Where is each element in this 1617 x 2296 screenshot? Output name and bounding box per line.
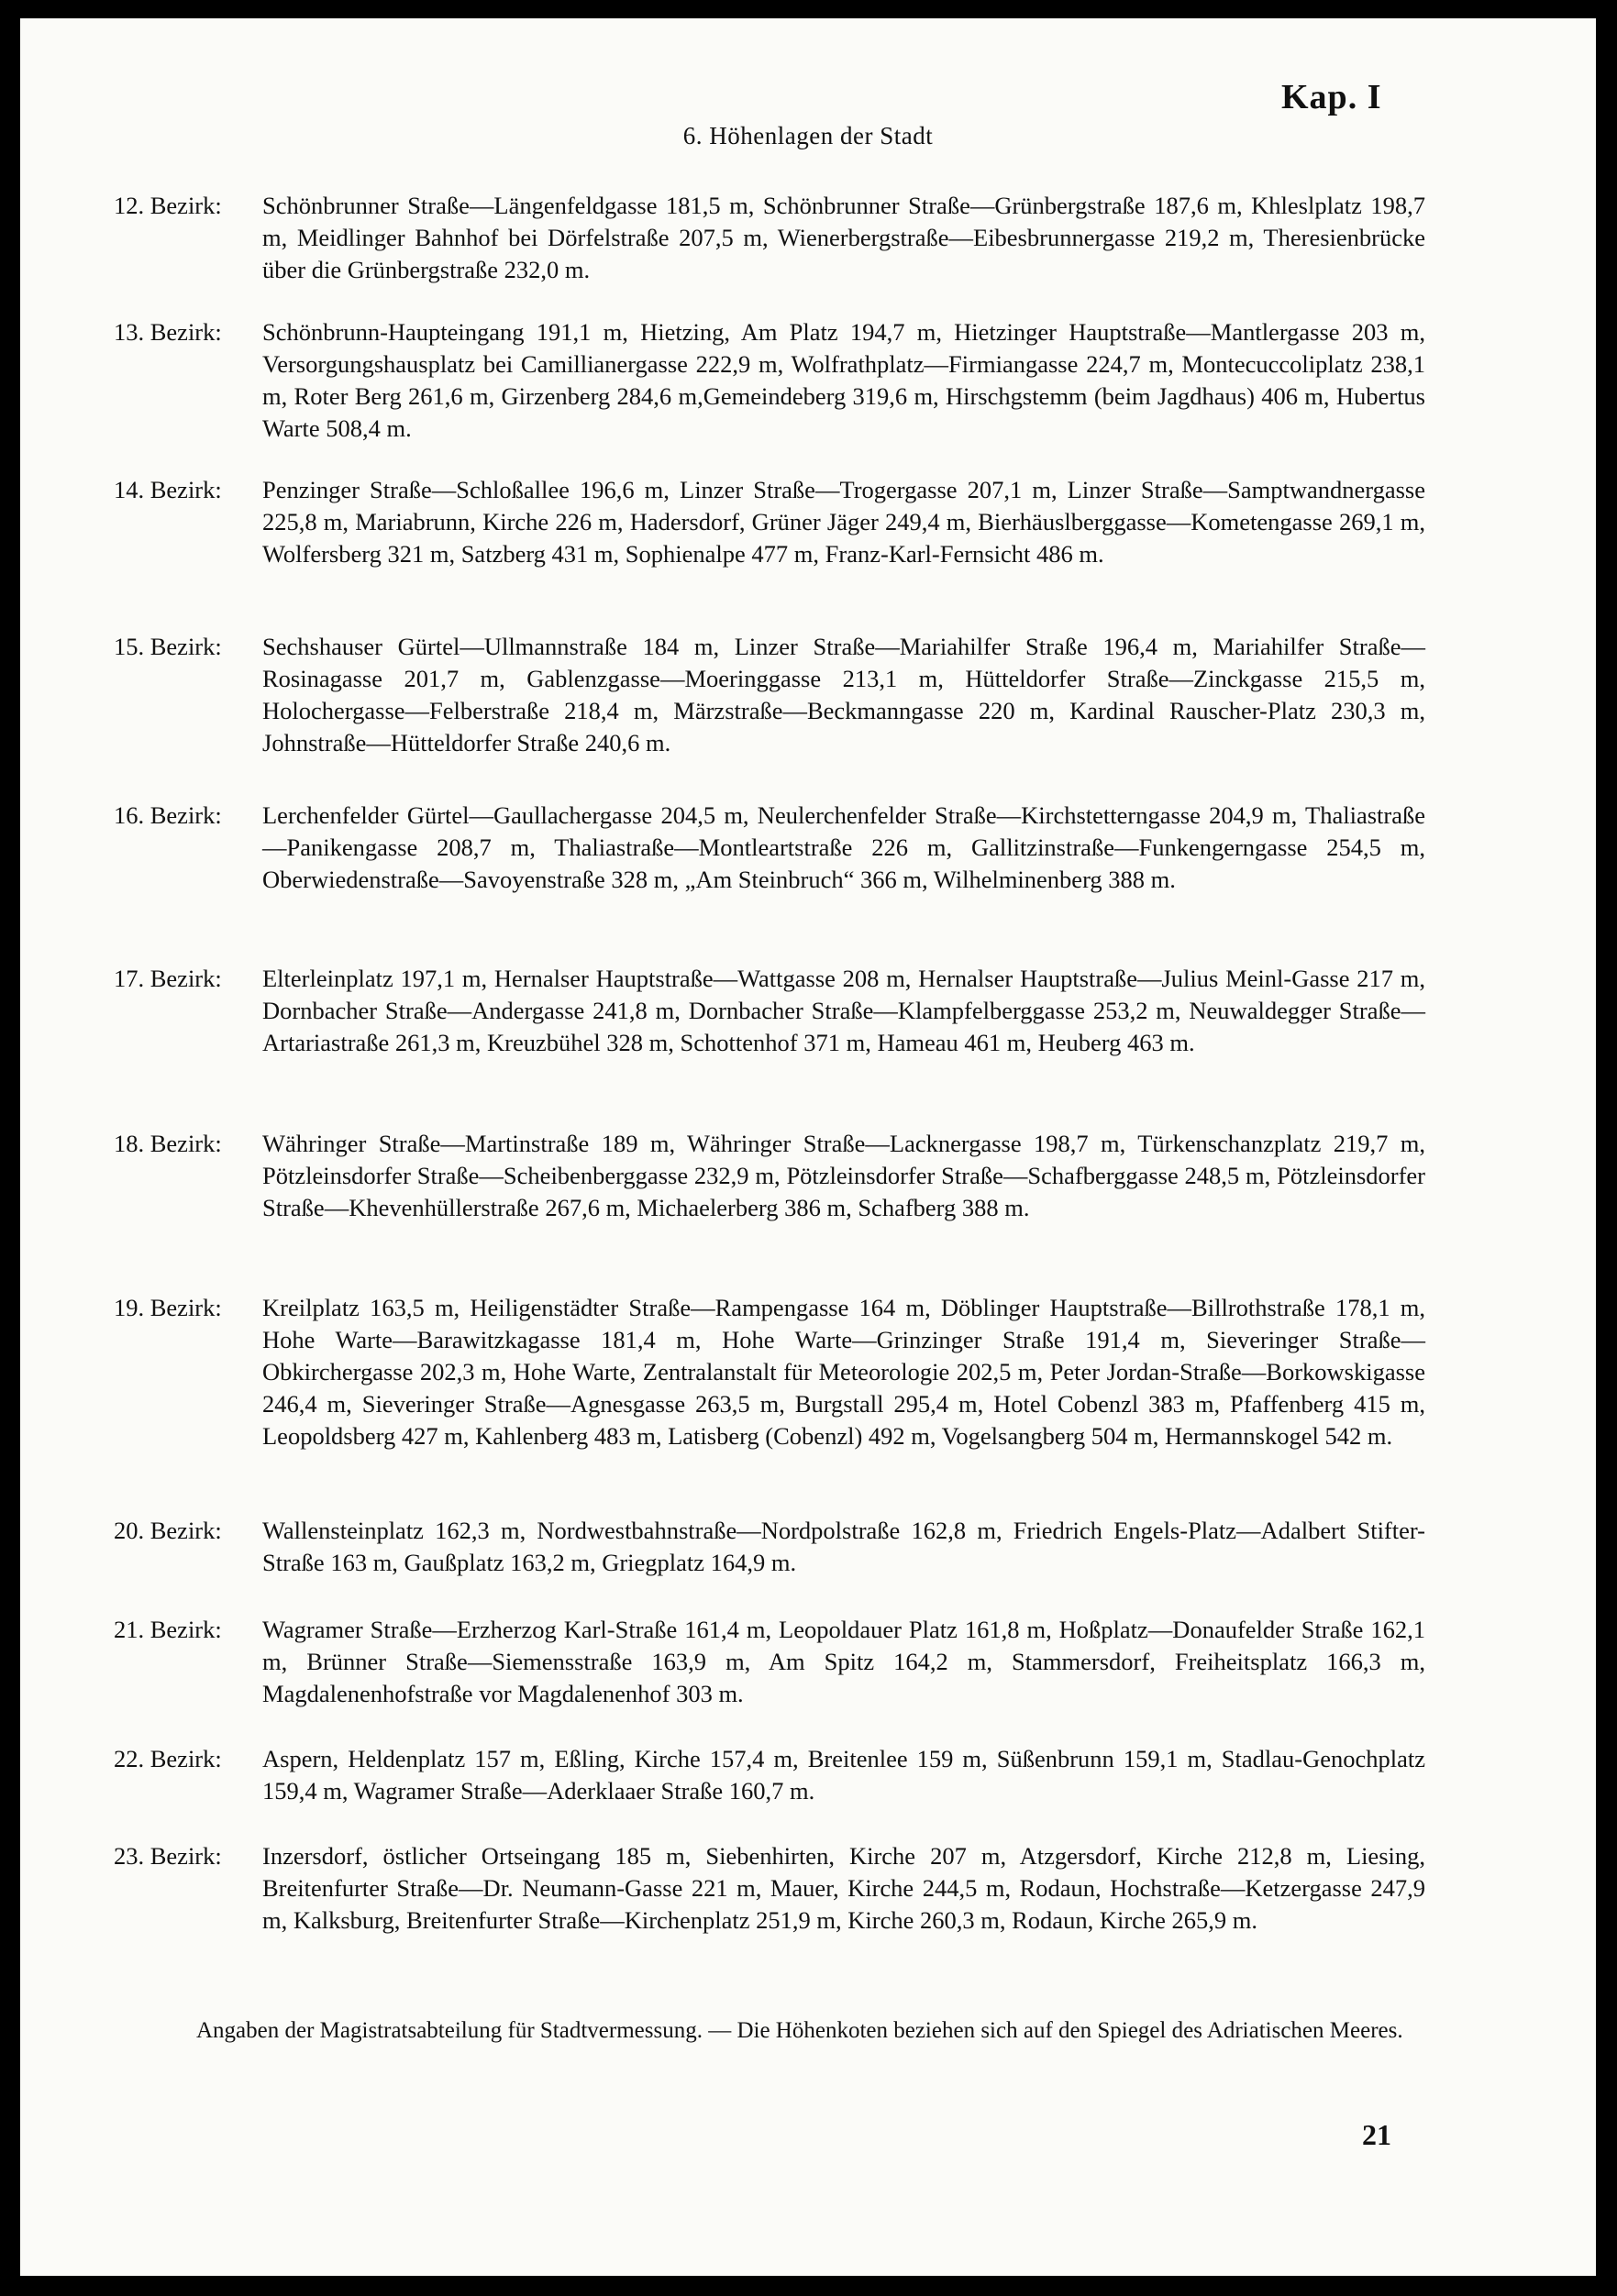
district-entry — [114, 1128, 1425, 1224]
district-entry — [114, 1292, 1425, 1452]
district-elevations: Schönbrunner Straße—Längenfeldgasse 181,5 m, Schönbrunner Straße—Grünbergstraße 187,6 m, Khleslplatz 198,7 m, Meidlinger Bahnhof bei Dörfelstraße 207,5 m, Wienerbergstraße—Eibesbrunnergasse 219,2 m, Theresienbrücke über die Grünbergstraße 232,0 m. — [262, 192, 1425, 283]
document-page — [20, 18, 1596, 2276]
district-label: 20. Bezirk: — [114, 1517, 222, 1544]
district-entry — [114, 316, 1425, 445]
district-entry — [114, 963, 1425, 1059]
district-elevations: Elterleinplatz 197,1 m, Hernalser Hauptstraße—Wattgasse 208 m, Hernalser Hauptstraße—Julius Meinl-Gasse 217 m, Dornbacher Straße—Andergasse 241,8 m, Dornbacher Straße—Klampfelberggasse 253,2 m, Neuwaldegger Straße—Artariastraße 261,3 m, Kreuzbühel 328 m, Schottenhof 371 m, Hameau 461 m, Heuberg 463 m. — [262, 965, 1425, 1056]
district-label: 12. Bezirk: — [114, 192, 222, 219]
district-elevations: Wagramer Straße—Erzherzog Karl-Straße 161,4 m, Leopoldauer Platz 161,8 m, Hoßplatz—Donaufelder Straße 162,1 m, Brünner Straße—Siemensstraße 163,9 m, Am Spitz 164,2 m, Stammersdorf, Freiheitsplatz 166,3 m, Magdalenenhofstraße vor Magdalenenhof 303 m. — [262, 1616, 1425, 1707]
district-label: 21. Bezirk: — [114, 1616, 222, 1643]
chapter-label: Kap. I — [1281, 78, 1382, 116]
district-entry — [114, 1515, 1425, 1579]
district-label: 18. Bezirk: — [114, 1130, 222, 1157]
district-elevations: Penzinger Straße—Schloßallee 196,6 m, Linzer Straße—Trogergasse 207,1 m, Linzer Straße—Samptwandnergasse 225,8 m, Mariabrunn, Kirche 226 m, Hadersdorf, Grüner Jäger 249,4 m, Bierhäuslberggasse—Kometengasse 269,1 m, Wolfersberg 321 m, Satzberg 431 m, Sophienalpe 477 m, Franz-Karl-Fernsicht 486 m. — [262, 476, 1425, 568]
district-entry — [114, 800, 1425, 896]
district-entry — [114, 1614, 1425, 1710]
district-label: 14. Bezirk: — [114, 476, 222, 503]
section-title: 6. Höhenlagen der Stadt — [682, 122, 934, 149]
source-note: Angaben der Magistratsabteilung für Stadtvermessung. — Die Höhenkoten beziehen sich auf den Spiegel des Adriatischen Meeres. — [196, 2018, 1403, 2043]
district-elevations: Währinger Straße—Martinstraße 189 m, Währinger Straße—Lacknergasse 198,7 m, Türkenschanzplatz 219,7 m, Pötzleinsdorfer Straße—Scheibenberggasse 232,9 m, Pötzleinsdorfer Straße—Schafberggasse 248,5 m, Pötzleinsdorfer Straße—Khevenhüllerstraße 267,6 m, Michaelerberg 386 m, Schafberg 388 m. — [262, 1130, 1425, 1221]
page-number: 21 — [1362, 2118, 1391, 2151]
district-entry — [114, 1743, 1425, 1807]
district-entry — [114, 474, 1425, 570]
district-elevations: Sechshauser Gürtel—Ullmannstraße 184 m, Linzer Straße—Mariahilfer Straße 196,4 m, Mariahilfer Straße—Rosinagasse 201,7 m, Gablenzgasse—Moeringgasse 213,1 m, Hütteldorfer Straße—Zinckgasse 215,5 m, Holochergasse—Felberstraße 218,4 m, Märzstraße—Beckmanngasse 220 m, Kardinal Rauscher-Platz 230,3 m, Johnstraße—Hütteldorfer Straße 240,6 m. — [262, 633, 1425, 756]
district-elevations: Lerchenfelder Gürtel—Gaullachergasse 204,5 m, Neulerchenfelder Straße—Kirchstetterngasse 204,9 m, Thaliastraße—Panikengasse 208,7 m, Thaliastraße—Montleartstraße 226 m, Gallitzinstraße—Funkengerngasse 254,5 m, Oberwiedenstraße—Savoyenstraße 328 m, „Am Steinbruch“ 366 m, Wilhelminenberg 388 m. — [262, 801, 1425, 893]
district-elevations: Inzersdorf, östlicher Ortseingang 185 m, Siebenhirten, Kirche 207 m, Atzgersdorf, Kirche 212,8 m, Liesing, Breitenfurter Straße—Dr. Neumann-Gasse 221 m, Mauer, Kirche 244,5 m, Rodaun, Hochstraße—Ketzergasse 247,9 m, Kalksburg, Breitenfurter Straße—Kirchenplatz 251,9 m, Kirche 260,3 m, Rodaun, Kirche 265,9 m. — [262, 1842, 1425, 1934]
district-label: 22. Bezirk: — [114, 1745, 222, 1772]
district-label: 16. Bezirk: — [114, 801, 222, 829]
district-entry — [114, 190, 1425, 286]
district-label: 13. Bezirk: — [114, 318, 222, 346]
district-label: 19. Bezirk: — [114, 1294, 222, 1321]
district-elevations: Wallensteinplatz 162,3 m, Nordwestbahnstraße—Nordpolstraße 162,8 m, Friedrich Engels-Platz—Adalbert Stifter-Straße 163 m, Gaußplatz 163,2 m, Griegplatz 164,9 m. — [262, 1517, 1425, 1576]
district-label: 17. Bezirk: — [114, 965, 222, 992]
district-label: 15. Bezirk: — [114, 633, 222, 660]
district-elevations: Kreilplatz 163,5 m, Heiligenstädter Straße—Rampengasse 164 m, Döblinger Hauptstraße—Billrothstraße 178,1 m, Hohe Warte—Barawitzkagasse 181,4 m, Hohe Warte—Grinzinger Straße 191,4 m, Sieveringer Straße—Obkirchergasse 202,3 m, Hohe Warte, Zentralanstalt für Meteorologie 202,5 m, Peter Jordan-Straße—Borkowskigasse 246,4 m, Sieveringer Straße—Agnesgasse 263,5 m, Burgstall 295,4 m, Hotel Cobenzl 383 m, Pfaffenberg 415 m, Leopoldsberg 427 m, Kahlenberg 483 m, Latisberg (Cobenzl) 492 m, Vogelsangberg 504 m, Hermannskogel 542 m. — [262, 1294, 1425, 1450]
district-entry — [114, 1840, 1425, 1937]
district-elevations: Aspern, Heldenplatz 157 m, Eßling, Kirche 157,4 m, Breitenlee 159 m, Süßenbrunn 159,1 m, Stadlau-Genochplatz 159,4 m, Wagramer Straße—Aderklaaer Straße 160,7 m. — [262, 1745, 1425, 1805]
district-entry — [114, 631, 1425, 759]
district-elevations: Schönbrunn-Haupteingang 191,1 m, Hietzing, Am Platz 194,7 m, Hietzinger Hauptstraße—Mantlergasse 203 m, Versorgungshausplatz bei Camillianergasse 222,9 m, Wolfrathplatz—Firmiangasse 224,7 m, Montecuccoliplatz 238,1 m, Roter Berg 261,6 m, Girzenberg 284,6 m,Gemeindeberg 319,6 m, Hirschgstemm (beim Jagdhaus) 406 m, Hubertus Warte 508,4 m. — [262, 318, 1425, 442]
district-label: 23. Bezirk: — [114, 1842, 222, 1870]
